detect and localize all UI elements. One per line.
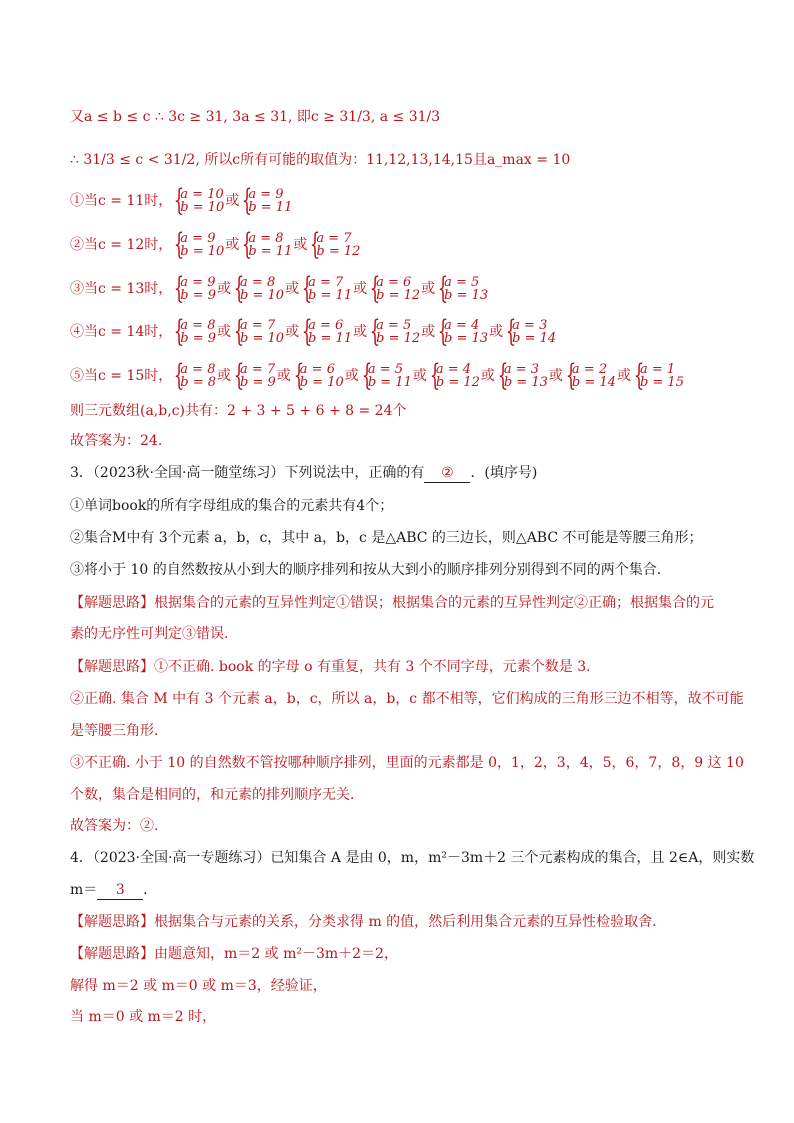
q3-solution-line-5: 个数，集合是相同的，和元素的排列顺序无关． xyxy=(70,787,364,803)
equation: a = 8 xyxy=(180,362,216,377)
system-rows xyxy=(316,232,360,258)
equation: b = 9 xyxy=(180,331,217,346)
or-separator: 或 xyxy=(293,237,308,253)
q3-stem-suffix: ．(填序号) xyxy=(470,465,538,481)
system-rows xyxy=(240,363,276,389)
equation: b = 14 xyxy=(512,331,557,346)
system-rows xyxy=(300,363,344,389)
brace: { xyxy=(233,314,245,349)
brace: { xyxy=(429,358,441,393)
q3-stem-text: 3．（2023秋·全国·高一随堂练习）下列说法中，正确的有 xyxy=(70,465,425,481)
equation: b = 15 xyxy=(639,375,684,390)
equation-system xyxy=(172,271,217,306)
q4-stem-line-2 xyxy=(70,881,157,900)
equation: b = 10 xyxy=(299,375,344,390)
system-rows xyxy=(444,319,488,345)
brace: { xyxy=(293,358,305,393)
equation: a = 8 xyxy=(180,318,216,333)
q3-answer-blank: ② xyxy=(424,464,470,483)
equation: b = 11 xyxy=(248,244,293,259)
q3-solution-line-1: 【解题思路】①不正确. book 的字母 o 有重复，共有 3 个不同字母，元素个数是 3. xyxy=(70,659,591,675)
equation: a = 9 xyxy=(248,187,284,202)
equation: a = 7 xyxy=(240,362,276,377)
system-rows xyxy=(444,276,488,302)
equation: a = 9 xyxy=(180,275,216,290)
brace: { xyxy=(437,314,449,349)
case-label: ⑤当c = 15时， xyxy=(70,368,173,384)
or-separator: 或 xyxy=(217,368,232,384)
brace: { xyxy=(301,314,313,349)
equation: a = 7 xyxy=(240,318,276,333)
equation: a = 10 xyxy=(180,187,224,202)
q3-idea-line-2: 素的无序性可判定③错误. xyxy=(70,626,229,642)
or-separator: 或 xyxy=(344,368,359,384)
system-rows xyxy=(436,363,480,389)
q3-option-1: ①单词book的所有字母组成的集合的元素共有4个； xyxy=(70,498,394,514)
system-rows xyxy=(180,188,224,214)
equation-system xyxy=(232,271,285,306)
brace: { xyxy=(174,314,185,349)
equation: b = 11 xyxy=(308,288,353,303)
system-rows xyxy=(368,363,412,389)
q4-solution-line-1: 【解题思路】由题意知，m＝2 或 m²－3m＋2＝2， xyxy=(70,946,398,962)
system-rows xyxy=(248,232,292,258)
equation: b = 12 xyxy=(316,244,361,259)
or-separator: 或 xyxy=(225,237,240,253)
system-rows xyxy=(376,319,420,345)
equation-system xyxy=(436,271,489,306)
equation: b = 12 xyxy=(435,375,480,390)
brace: { xyxy=(174,271,185,306)
equation: b = 13 xyxy=(444,331,489,346)
solution-tag: 【解题思路】 xyxy=(70,659,154,675)
system-rows xyxy=(240,276,284,302)
brace: { xyxy=(565,358,577,393)
system-rows xyxy=(504,363,548,389)
equation-system xyxy=(232,358,276,393)
equation: a = 6 xyxy=(299,362,335,377)
case-label: ④当c = 14时， xyxy=(70,324,173,340)
idea-tag: 【解题思路】 xyxy=(70,595,154,611)
equation-system xyxy=(428,358,480,393)
q3-idea-line-1: 【解题思路】根据集合的元素的互异性判定①错误；根据集合的元素的互异性判定②正确；根据集合的元 xyxy=(70,595,714,611)
case-label: ①当c = 11时， xyxy=(70,193,173,209)
or-separator: 或 xyxy=(489,324,504,340)
equation: b = 10 xyxy=(180,200,225,215)
equation: b = 10 xyxy=(180,244,225,259)
equation: a = 8 xyxy=(240,275,276,290)
equation: b = 13 xyxy=(503,375,548,390)
system-rows xyxy=(180,276,216,302)
equation-system xyxy=(172,227,225,262)
equation: b = 9 xyxy=(240,375,276,390)
system-rows xyxy=(308,319,352,345)
brace: { xyxy=(437,271,449,306)
equation: b = 12 xyxy=(376,331,421,346)
equation: b = 8 xyxy=(180,375,217,390)
case-line xyxy=(70,271,489,306)
system-rows xyxy=(180,363,216,389)
system-rows xyxy=(240,319,284,345)
or-separator: 或 xyxy=(285,281,300,297)
system-rows xyxy=(376,276,420,302)
equation: b = 14 xyxy=(571,375,616,390)
equation-system xyxy=(300,271,353,306)
system-rows xyxy=(248,188,292,214)
q3-option-3: ③将小于 10 的自然数按从小到大的顺序排列和按从大到小的顺序排列分别得到不同的两个集合． xyxy=(70,562,671,578)
equation: a = 8 xyxy=(248,231,284,246)
case-label: ③当c = 13时， xyxy=(70,281,173,297)
equation: b = 11 xyxy=(308,331,353,346)
brace: { xyxy=(174,183,185,218)
equation-system xyxy=(436,314,489,349)
equation-system xyxy=(632,358,684,393)
brace: { xyxy=(301,271,313,306)
equation: a = 2 xyxy=(571,362,608,377)
case-line xyxy=(70,183,293,218)
equation-system xyxy=(292,358,344,393)
q4-solution-line-2: 解得 m＝2 或 m＝0 或 m＝3，经验证， xyxy=(70,978,327,994)
solution-line-inequality: 又a ≤ b ≤ c ∴ 3c ≥ 31, 3a ≤ 31, 即c ≥ 31/3, a ≤ 31/3 xyxy=(70,109,441,125)
equation: a = 9 xyxy=(180,231,216,246)
q3-solution-line-3: 是等腰三角形． xyxy=(70,723,168,739)
equation: b = 10 xyxy=(240,331,285,346)
q4-stem-suffix: ． xyxy=(143,882,158,898)
equation-system xyxy=(368,271,421,306)
or-separator: 或 xyxy=(225,193,240,209)
solution-line-range: ∴ 31/3 ≤ c < 31/2, 所以c所有可能的取值为：11,12,13,14,15且a_max = 10 xyxy=(70,152,571,168)
brace: { xyxy=(497,358,509,393)
equation-system xyxy=(368,314,421,349)
equation-system xyxy=(300,314,353,349)
or-separator: 或 xyxy=(548,368,563,384)
or-separator: 或 xyxy=(616,368,631,384)
q2-answer: 故答案为：24. xyxy=(70,433,163,449)
system-rows xyxy=(180,232,224,258)
brace: { xyxy=(233,271,245,306)
brace: { xyxy=(310,227,321,262)
equation-system xyxy=(496,358,548,393)
equation-system xyxy=(232,314,285,349)
brace: { xyxy=(174,358,185,393)
brace: { xyxy=(174,227,185,262)
equation: a = 4 xyxy=(435,362,472,377)
brace: { xyxy=(369,314,381,349)
equation: a = 5 xyxy=(376,318,412,333)
or-separator: 或 xyxy=(421,281,436,297)
equation-system xyxy=(172,314,217,349)
or-separator: 或 xyxy=(276,368,291,384)
equation-system xyxy=(564,358,616,393)
system-rows xyxy=(308,276,352,302)
brace: { xyxy=(369,271,381,306)
equation: a = 3 xyxy=(512,318,548,333)
equation: a = 6 xyxy=(308,318,344,333)
or-separator: 或 xyxy=(217,281,232,297)
q3-option-2: ②集合M中有 3个元素 a，b，c，其中 a，b，c 是△ABC 的三边长，则△ABC 不可能是等腰三角形； xyxy=(70,530,703,546)
equation: a = 6 xyxy=(376,275,412,290)
equation-system xyxy=(172,183,225,218)
or-separator: 或 xyxy=(353,324,368,340)
q3-solution-line-4: ③不正确. 小于 10 的自然数不管按哪种顺序排列，里面的元素都是 0，1，2，3，4，5，6，7，8，9 这 10 xyxy=(70,755,744,771)
or-separator: 或 xyxy=(421,324,436,340)
or-separator: 或 xyxy=(480,368,495,384)
equation-system xyxy=(504,314,557,349)
case-line xyxy=(70,358,684,393)
idea-tag: 【解题思路】 xyxy=(70,914,154,930)
equation: a = 4 xyxy=(444,318,480,333)
equation-system xyxy=(360,358,412,393)
equation: b = 13 xyxy=(444,288,489,303)
equation: b = 9 xyxy=(180,288,217,303)
case-label: ②当c = 12时， xyxy=(70,237,173,253)
brace: { xyxy=(361,358,373,393)
or-separator: 或 xyxy=(412,368,427,384)
q4-answer-blank: 3 xyxy=(97,881,143,900)
case-line xyxy=(70,314,557,349)
q3-stem xyxy=(70,464,537,483)
q4-solution-line-3: 当 m＝0 或 m＝2 时， xyxy=(70,1009,217,1025)
brace: { xyxy=(633,358,645,393)
system-rows xyxy=(640,363,684,389)
q3-solution-line-2: ②正确. 集合 M 中有 3 个元素 a，b，c，所以 a，b，c 都不相等，它们构成的三角形三边不相等，故不可能 xyxy=(70,691,744,707)
equation: a = 7 xyxy=(308,275,344,290)
brace: { xyxy=(242,183,253,218)
q3-answer: 故答案为：②. xyxy=(70,818,159,834)
system-rows xyxy=(512,319,556,345)
equation: b = 12 xyxy=(376,288,421,303)
system-rows xyxy=(572,363,616,389)
equation: a = 5 xyxy=(444,275,480,290)
brace: { xyxy=(242,227,253,262)
equation-system xyxy=(240,183,293,218)
q4-idea-line: 【解题思路】根据集合与元素的关系，分类求得 m 的值，然后利用集合元素的互异性检验取舍. xyxy=(70,914,657,930)
equation: b = 11 xyxy=(367,375,412,390)
equation-system xyxy=(240,227,293,262)
q4-stem-prefix: m＝ xyxy=(70,882,98,898)
equation: b = 10 xyxy=(240,288,285,303)
or-separator: 或 xyxy=(353,281,368,297)
brace: { xyxy=(233,358,245,393)
brace: { xyxy=(505,314,517,349)
equation-system xyxy=(172,358,217,393)
or-separator: 或 xyxy=(217,324,232,340)
equation: a = 5 xyxy=(367,362,404,377)
triple-count-line: 则三元数组(a,b,c)共有：2 + 3 + 5 + 6 + 8 = 24个 xyxy=(70,403,407,419)
equation-system xyxy=(308,227,361,262)
equation: a = 1 xyxy=(639,362,676,377)
or-separator: 或 xyxy=(285,324,300,340)
solution-tag: 【解题思路】 xyxy=(70,946,154,962)
case-line xyxy=(70,227,361,262)
equation: a = 7 xyxy=(316,231,352,246)
system-rows xyxy=(180,319,216,345)
q4-stem-line-1: 4．（2023·全国·高一专题练习）已知集合 A 是由 0，m，m²－3m＋2 三个元素构成的集合，且 2∈A，则实数 xyxy=(70,850,755,866)
equation: b = 11 xyxy=(248,200,293,215)
equation: a = 3 xyxy=(503,362,540,377)
